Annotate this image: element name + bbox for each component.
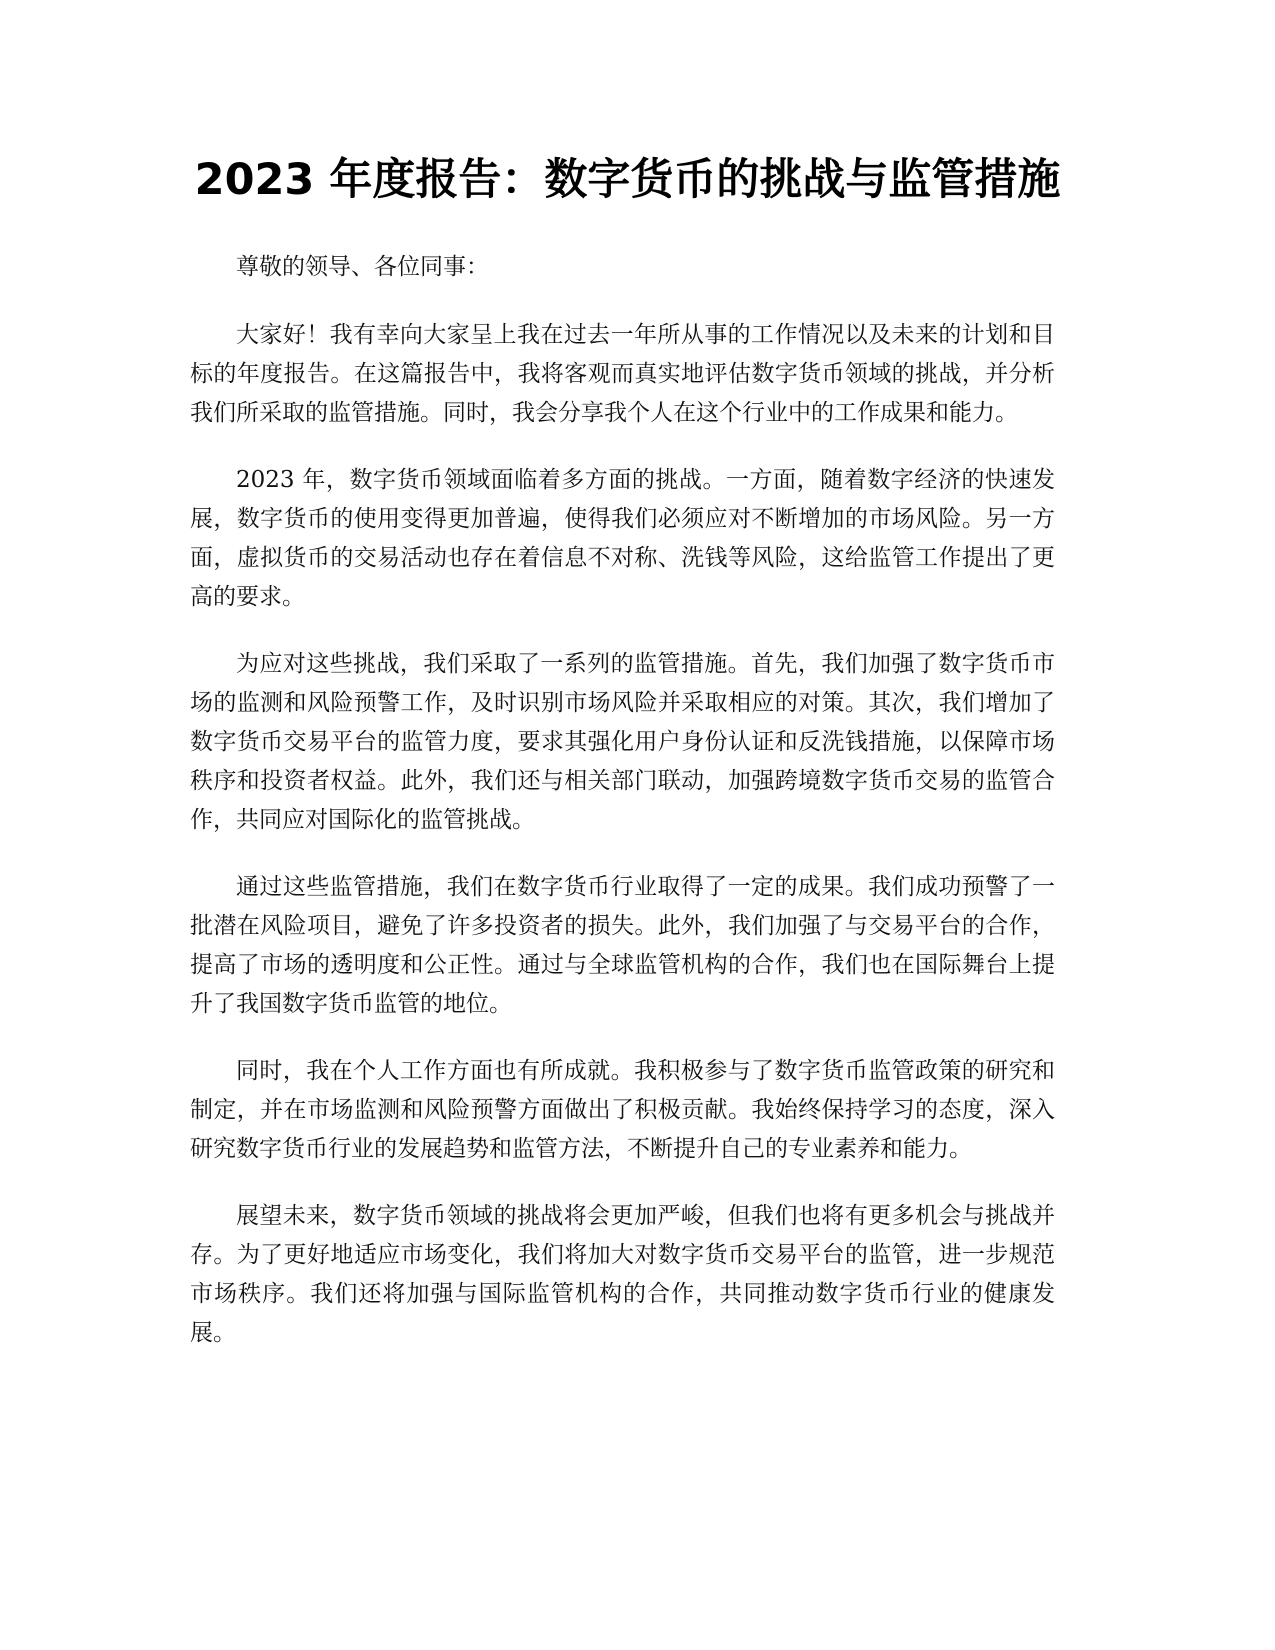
paragraph-greeting: 尊敬的领导、各位同事：	[236, 254, 489, 280]
paragraph-introduction: 大家好！我有幸向大家呈上我在过去一年所从事的工作情况以及未来的计划和目标的年度报告。在这篇报告中，我将客观而真实地评估数字货币领域的挑战，并分析我们所采取的监管措施。同时，我会分享我个人在这个行业中的工作成果和能力。	[190, 322, 1055, 426]
paragraph-results: 通过这些监管措施，我们在数字货币行业取得了一定的成果。我们成功预警了一批潜在风险项目，避免了许多投资者的损失。此外，我们加强了与交易平台的合作，提高了市场的透明度和公正性。通过与全球监管机构的合作，我们也在国际舞台上提升了我国数字货币监管的地位。	[190, 874, 1055, 1017]
paragraph-personal-achievements: 同时，我在个人工作方面也有所成就。我积极参与了数字货币监管政策的研究和制定，并在市场监测和风险预警方面做出了积极贡献。我始终保持学习的态度，深入研究数字货币行业的发展趋势和监管方法，不断提升自己的专业素养和能力。	[190, 1058, 1055, 1162]
document-title: 2023 年度报告：数字货币的挑战与监管措施	[194, 155, 1061, 205]
paragraph-challenges: 2023 年，数字货币领域面临着多方面的挑战。一方面，随着数字经济的快速发展，数字货币的使用变得更加普遍，使得我们必须应对不断增加的市场风险。另一方面，虚拟货币的交易活动也存在着信息不对称、洗钱等风险，这给监管工作提出了更高的要求。	[190, 467, 1055, 610]
paragraph-measures: 为应对这些挑战，我们采取了一系列的监管措施。首先，我们加强了数字货币市场的监测和风险预警工作，及时识别市场风险并采取相应的对策。其次，我们增加了数字货币交易平台的监管力度，要求其强化用户身份认证和反洗钱措施，以保障市场秩序和投资者权益。此外，我们还与相关部门联动，加强跨境数字货币交易的监管合作，共同应对国际化的监管挑战。	[190, 651, 1055, 833]
paragraph-outlook: 展望未来，数字货币领域的挑战将会更加严峻，但我们也将有更多机会与挑战并存。为了更好地适应市场变化，我们将加大对数字货币交易平台的监管，进一步规范市场秩序。我们还将加强与国际监管机构的合作，共同推动数字货币行业的健康发展。	[190, 1203, 1055, 1346]
